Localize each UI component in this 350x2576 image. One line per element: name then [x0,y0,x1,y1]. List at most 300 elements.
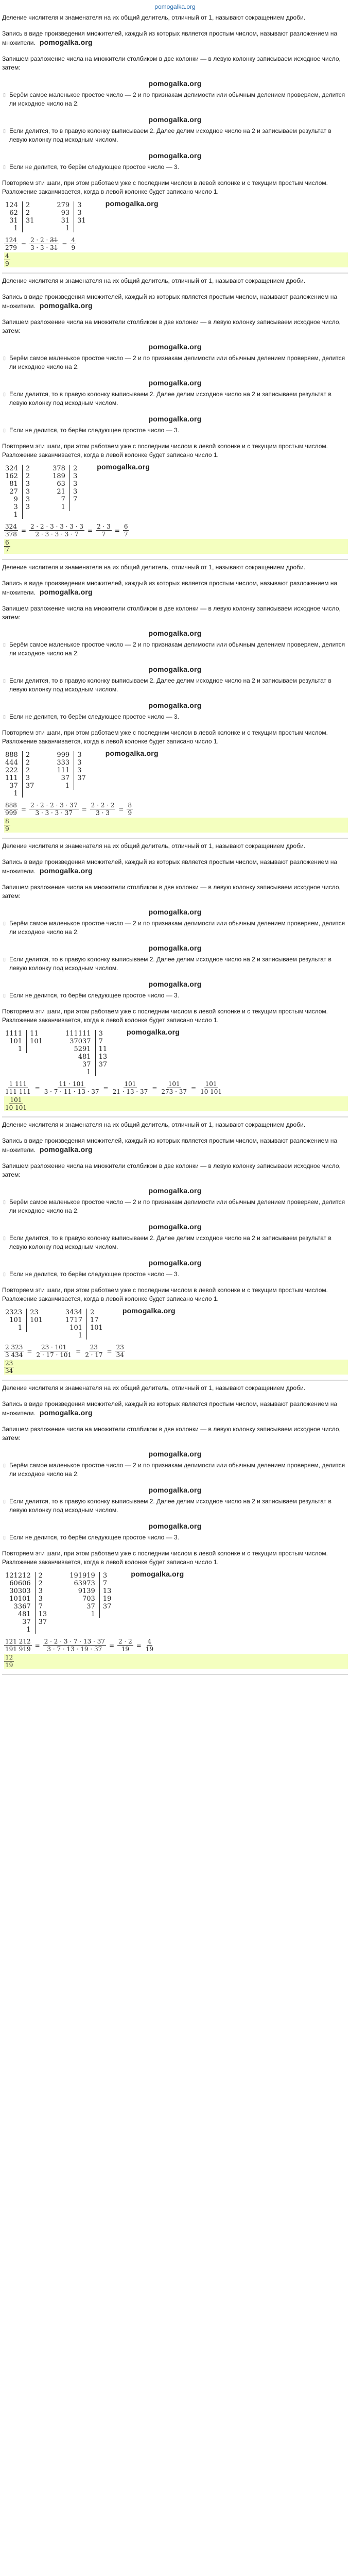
factor-divisor: 3 [73,480,78,488]
factor-table [69,1572,111,1618]
factor-number: 63 [57,480,65,488]
factor-divisor: 101 [30,1316,43,1324]
factor-divisor: 37 [77,774,86,782]
factor-divisor: 3 [102,1572,108,1580]
factor-text: Запись в виде произведения множителей, каждый из которых является простым числом, называют разложением на множители. pomogalka.org [2,1400,338,1417]
watermark: pomogalka.org [148,1522,202,1530]
watermark: pomogalka.org [148,701,202,709]
denominator: 9 [128,809,132,817]
denominator: 3 · 3 · 3̶1̶ [30,244,58,251]
content [0,13,350,1675]
factor-number: 37 [82,1061,91,1069]
fraction-reduction [4,802,348,817]
factor-divisors [22,751,34,798]
intro-text: Деление числителя и знаменателя на их общий делитель, отличный от 1, называют сокращением дроби. [2,277,306,284]
factor-divisor: 2 [73,465,78,472]
step-2: ▯ Если делится, то в правую колонку выписываем 2. Далее делим исходное число на 2 и записываем результат в левую колонку под исходным числом. [2,955,348,973]
equals-sign: = [27,1347,32,1355]
numerator: 4 [147,1638,152,1645]
denominator: 19 [5,1662,13,1669]
denominator: 34 [116,1351,124,1359]
factor-text: Запись в виде произведения множителей, каждый из которых является простым числом, называют разложением на множители. pomogalka.org [2,293,338,310]
equals-sign: = [136,1641,142,1649]
factor-number: 1 [65,782,70,790]
steps-text: Запишем разложение числа на множители столбиком в две колонки — в левую колонку записываем исходное число, затем: [2,884,341,900]
watermark: pomogalka.org [131,1570,184,1578]
watermark: pomogalka.org [39,867,93,875]
watermark: pomogalka.org [105,749,159,757]
fraction [4,802,18,817]
watermark: pomogalka.org [105,199,159,208]
factor-numbers [5,751,22,798]
numerator: 23 · 101 [41,1344,67,1351]
factor-table [65,1309,103,1340]
factor-divisor: 23 [30,1309,39,1316]
factor-table [65,1030,107,1076]
factor-divisors [86,1309,103,1340]
factor-numbers [69,1572,99,1618]
watermark: pomogalka.org [97,463,150,471]
fraction-reduction [4,523,348,538]
fraction [4,818,10,833]
denominator: 10 101 [200,1088,222,1095]
factor-divisor: 101 [90,1324,103,1332]
step-3: ▯ Если не делится, то берём следующее простое число — 3. [2,1270,348,1279]
factor-table [5,751,34,798]
numerator: 4 [71,236,76,244]
fraction [4,1080,32,1095]
steps-text: Запишем разложение числа на множители столбиком в две колонки — в левую колонку записываем исходное число, затем: [2,1426,341,1442]
denominator: 10 101 [5,1104,27,1111]
denominator: 2 · 3 · 3 · 3 · 7 [35,531,79,538]
watermark: pomogalka.org [148,79,202,88]
fraction [4,1096,28,1111]
factor-divisor: 37 [102,1603,112,1611]
equals-sign: = [21,240,26,248]
step-3: ▯ Если не делится, то берём следующее простое число — 3. [2,163,348,172]
factor-number: 191919 [69,1572,95,1580]
repeat-text: Повторяем эти шаги, при этом работаем уже с последним числом в левой колонке и с текущим простым числом. Разложение заканчивается, когда в левой колонке будет записано число 1. [2,729,328,745]
factor-divisor: 2 [25,465,30,472]
factor-divisor: 3 [25,488,30,496]
factor-number: 101 [69,1324,83,1332]
factor-number: 124 [5,201,18,209]
intro-text: Деление числителя и знаменателя на их общий делитель, отличный от 1, называют сокращением дроби. [2,564,306,571]
factor-number: 7 [61,496,65,503]
watermark: pomogalka.org [148,1486,202,1494]
factor-table [57,201,85,232]
denominator: 9 [5,260,9,267]
denominator: 2 · 17 [85,1351,103,1359]
fraction [4,1654,14,1669]
numerator: 101 [124,1080,136,1088]
factor-numbers [65,1309,86,1340]
factor-number: 1717 [65,1316,83,1324]
factor-text: Запись в виде произведения множителей, каждый из которых является простым числом, называют разложением на множители. pomogalka.org [2,580,338,596]
factor-divisor: 37 [38,1618,47,1626]
factor-divisor: 2 [38,1572,43,1580]
repeat-text: Повторяем эти шаги, при этом работаем уже с последним числом в левой колонке и с текущим простым числом. Разложение заканчивается, когда в левой колонке будет записано число 1. [2,443,328,459]
denominator: 9 [5,825,9,833]
solution-4 [2,842,348,1117]
factor-tables [2,1570,348,1636]
factor-text: Запись в виде произведения множителей, каждый из которых является простым числом, называют разложением на множители. pomogalka.org [2,858,338,875]
factor-number: 1 [13,225,18,232]
factor-divisor: 11 [30,1030,39,1038]
watermark: pomogalka.org [148,415,202,423]
factor-tables [2,463,348,521]
equals-sign: = [21,527,26,534]
factor-divisor: 19 [102,1595,112,1603]
factor-number: 1111 [5,1030,23,1038]
fraction [35,1344,73,1359]
steps-text: Запишем разложение числа на множители столбиком в две колонки — в левую колонку записываем исходное число, затем: [2,605,341,621]
factor-divisor: 3 [38,1587,43,1595]
watermark: pomogalka.org [122,1307,176,1315]
factor-divisor: 3 [77,767,82,774]
factor-number: 703 [82,1595,95,1603]
intro-text: Деление числителя и знаменателя на их общий делитель, отличный от 1, называют сокращением дроби. [2,14,306,21]
factor-divisor: 13 [98,1053,108,1061]
factor-divisor: 3 [77,751,82,759]
factor-number: 1 [26,1626,31,1634]
fraction [90,802,116,817]
factor-number: 21 [57,488,65,496]
fraction [112,1080,149,1095]
factor-number: 3434 [65,1309,83,1316]
watermark: pomogalka.org [148,908,202,916]
factor-divisor: 3 [25,774,30,782]
numerator: 11 · 101 [59,1080,84,1088]
step-2: ▯ Если делится, то в правую колонку выписываем 2. Далее делим исходное число на 2 и записываем результат в левую колонку под исходным числом. [2,1497,348,1515]
factor-number: 9139 [78,1587,95,1595]
watermark: pomogalka.org [39,588,93,596]
factor-divisor: 3 [73,472,78,480]
numerator: 2 · 3 [97,523,111,530]
watermark: pomogalka.org [148,944,202,952]
numerator: 2 · 2 · 3 · 3 · 3 · 3 [30,523,83,530]
fraction [43,1080,100,1095]
factor-divisor: 17 [90,1316,99,1324]
step-1: ▯ Берём самое маленькое простое число — 2 и по признакам делимости или обычным делением проверяем, делится ли исходное число на 2. [2,919,348,937]
step-3: ▯ Если не делится, то берём следующее простое число — 3. [2,713,348,721]
denominator: 279 [5,244,17,251]
repeat-text: Повторяем эти шаги, при этом работаем уже с последним числом в левой колонке и с текущим простым числом. Разложение заканчивается, когда в левой колонке будет записано число 1. [2,1550,328,1566]
factor-table [5,1309,43,1332]
equals-sign: = [114,527,120,534]
fraction-reduction [4,1344,348,1359]
watermark: pomogalka.org [148,1223,202,1231]
fraction-reduction [4,1080,348,1095]
site-link[interactable]: pomogalka.org [154,3,196,10]
step-2: ▯ Если делится, то в правую колонку выписываем 2. Далее делим исходное число на 2 и записываем результат в левую колонку под исходным числом. [2,390,348,408]
factor-divisor: 3 [25,496,30,503]
factor-divisor: 2 [90,1309,95,1316]
factor-divisor: 13 [38,1611,47,1618]
factor-number: 1 [86,1069,91,1076]
factor-table [57,751,85,790]
fraction [123,523,129,538]
factor-number: 27 [9,488,18,496]
numerator: 888 [5,802,17,809]
watermark: pomogalka.org [148,1187,202,1195]
answer [4,1654,348,1669]
denominator: 191 919 [5,1646,31,1653]
fraction [29,236,59,251]
steps-text: Запишем разложение числа на множители столбиком в две колонки — в левую колонку записываем исходное число, затем: [2,55,341,71]
fraction [115,1344,125,1359]
step-3: ▯ Если не делится, то берём следующее простое число — 3. [2,426,348,435]
step-2: ▯ Если делится, то в правую колонку выписываем 2. Далее делим исходное число на 2 и записываем результат в левую колонку под исходным числом. [2,1234,348,1251]
factor-numbers [5,465,22,519]
step-3: ▯ Если не делится, то берём следующее простое число — 3. [2,1533,348,1542]
solution-6 [2,1384,348,1675]
factor-tables [2,1028,348,1078]
denominator: 34 [5,1367,13,1375]
factor-number: 101 [9,1316,23,1324]
factor-divisor: 37 [25,782,34,790]
fraction [29,523,84,538]
factor-number: 333 [57,759,70,767]
factor-numbers [57,751,74,790]
equals-sign: = [152,1084,157,1092]
factor-number: 101 [9,1038,23,1045]
factor-divisor: 3 [38,1595,43,1603]
factor-number: 481 [78,1053,91,1061]
equals-sign: = [109,1641,115,1649]
numerator: 12 [5,1654,13,1661]
step-1: ▯ Берём самое маленькое простое число — 2 и по признакам делимости или обычным делением проверяем, делится ли исходное число на 2. [2,354,348,371]
factor-divisor: 2 [38,1580,43,1587]
equals-sign: = [81,805,87,813]
factor-number: 37 [9,782,18,790]
repeat-text: Повторяем эти шаги, при этом работаем уже с последним числом в левой колонке и с текущим простым числом. Разложение заканчивается, когда в левой колонке будет записано число 1. [2,1286,328,1302]
factor-divisor: 3 [98,1030,103,1038]
factor-number: 378 [52,465,65,472]
factor-table [52,465,77,511]
factor-divisor: 3 [77,201,82,209]
factor-text: Запись в виде произведения множителей, каждый из которых является простым числом, называют разложением на множители. pomogalka.org [2,1137,338,1154]
watermark: pomogalka.org [148,343,202,351]
factor-number: 2323 [5,1309,23,1316]
denominator: 7 [101,531,106,538]
factor-number: 121212 [5,1572,31,1580]
fraction-reduction [4,236,348,251]
factor-number: 111111 [65,1030,91,1038]
factor-tables [2,749,348,800]
numerator: 1 111 [9,1080,27,1088]
factor-number: 279 [57,201,70,209]
factor-text: Запись в виде произведения множителей, каждый из которых является простым числом, называют разложением на множители. pomogalka.org [2,30,338,46]
numerator: 23 [5,1360,13,1367]
watermark: pomogalka.org [148,665,202,673]
watermark: pomogalka.org [148,115,202,124]
factor-numbers [5,1030,26,1053]
factor-number: 888 [5,751,18,759]
factor-divisor: 7 [102,1580,108,1587]
numerator: 324 [5,523,17,530]
answer [4,818,348,833]
step-2: ▯ Если делится, то в правую колонку выписываем 2. Далее делим исходное число на 2 и записываем результат в левую колонку под исходным числом. [2,127,348,144]
intro-text: Деление числителя и знаменателя на их общий делитель, отличный от 1, называют сокращением дроби. [2,1384,306,1392]
step-2: ▯ Если делится, то в правую колонку выписываем 2. Далее делим исходное число на 2 и записываем результат в левую колонку под исходным числом. [2,676,348,694]
numerator: 2 323 [5,1344,23,1351]
step-1: ▯ Берём самое маленькое простое число — 2 и по признакам делимости или обычным делением проверяем, делится ли исходное число на 2. [2,640,348,658]
factor-number: 37 [86,1603,95,1611]
factor-divisor: 11 [98,1045,108,1053]
factor-divisor: 37 [98,1061,108,1069]
denominator: 3 · 7 · 13 · 19 · 37 [47,1646,102,1653]
denominator: 999 [5,809,17,817]
factor-divisor: 31 [25,217,34,225]
denominator: 3 · 3 · 3 · 37 [35,809,73,817]
factor-divisors [74,751,86,790]
equals-sign: = [21,805,26,813]
fraction [29,802,79,817]
numerator: 8 [5,818,9,825]
factor-number: 60606 [9,1580,31,1587]
factor-number: 1 [18,1045,23,1053]
watermark: pomogalka.org [148,1259,202,1267]
step-1: ▯ Берём самое маленькое простое число — 2 и по признакам делимости или обычным делением проверяем, делится ли исходное число на 2. [2,91,348,108]
steps-text: Запишем разложение числа на множители столбиком в две колонки — в левую колонку записываем исходное число, затем: [2,1162,341,1178]
factor-number: 162 [5,472,18,480]
fraction [160,1080,188,1095]
solution-2 [2,277,348,560]
factor-divisor: 2 [25,472,30,480]
answer [4,252,348,267]
factor-tables [2,1307,348,1342]
factor-numbers [5,1309,26,1332]
fraction [4,539,10,554]
factor-table [5,1030,43,1053]
denominator: 19 [121,1646,130,1653]
fraction [4,252,10,267]
factor-divisor: 3 [25,503,30,511]
fraction [199,1080,223,1095]
equals-sign: = [107,1347,112,1355]
factor-number: 1 [65,225,70,232]
denominator: 7 [124,531,128,538]
factor-number: 37037 [69,1038,91,1045]
denominator: 9 [71,244,76,251]
numerator: 101 [10,1096,22,1104]
watermark: pomogalka.org [148,980,202,988]
fraction [127,802,133,817]
factor-divisor: 3 [73,488,78,496]
factor-number: 189 [52,472,65,480]
factor-number: 81 [9,480,18,488]
numerator: 8 [128,802,132,809]
factor-number: 3367 [13,1603,31,1611]
factor-number: 1 [13,790,18,798]
factor-number: 10101 [9,1595,31,1603]
fraction [4,1638,32,1653]
factor-number: 111 [57,767,70,774]
factor-divisor: 31 [77,217,86,225]
factor-divisor: 3 [25,480,30,488]
steps-text: Запишем разложение числа на множители столбиком в две колонки — в левую колонку записываем исходное число, затем: [2,318,341,334]
intro-text: Деление числителя и знаменателя на их общий делитель, отличный от 1, называют сокращением дроби. [2,842,306,850]
factor-table [5,201,34,232]
numerator: 101 [205,1080,217,1088]
fraction-reduction [4,1638,348,1653]
step-1: ▯ Берём самое маленькое простое число — 2 и по признакам делимости или обычным делением проверяем, делится ли исходное число на 2. [2,1461,348,1479]
factor-number: 1 [91,1611,95,1618]
repeat-text: Повторяем эти шаги, при этом работаем уже с последним числом в левой колонке и с текущим простым числом. Разложение заканчивается, когда в левой колонке будет записано число 1. [2,1008,328,1024]
fraction [84,1344,103,1359]
fraction [4,1360,14,1375]
fraction [70,236,76,251]
factor-numbers [65,1030,95,1076]
watermark: pomogalka.org [148,379,202,387]
factor-number: 222 [5,767,18,774]
equals-sign: = [191,1084,197,1092]
fraction [117,1638,133,1653]
numerator: 23 [116,1344,124,1351]
numerator: 121 212 [5,1638,31,1645]
solution-1 [2,13,348,274]
denominator: 3 434 [5,1351,23,1359]
watermark: pomogalka.org [148,151,202,160]
factor-table [5,465,30,519]
numerator: 2 · 2 · 3 · 7 · 13 · 37 [44,1638,105,1645]
numerator: 101 [168,1080,180,1088]
watermark: pomogalka.org [148,629,202,637]
factor-number: 93 [61,209,70,217]
step-1: ▯ Берём самое маленькое простое число — 2 и по признакам делимости или обычным делением проверяем, делится ли исходное число на 2. [2,1198,348,1215]
equals-sign: = [87,527,93,534]
equals-sign: = [76,1347,81,1355]
factor-number: 481 [18,1611,31,1618]
answer [4,539,348,554]
step-3: ▯ Если не делится, то берём следующее простое число — 3. [2,991,348,1000]
numerator: 23 [90,1344,98,1351]
factor-divisors [95,1030,108,1076]
numerator: 6 [5,539,9,546]
watermark: pomogalka.org [39,1145,93,1154]
numerator: 2 · 2 · 3̶1̶ [30,236,58,244]
factor-number: 37 [22,1618,31,1626]
factor-divisors [69,465,77,511]
numerator: 2 · 2 · 2 [91,802,115,809]
factor-number: 37 [61,774,70,782]
factor-tables [2,199,348,234]
watermark: pomogalka.org [39,38,93,46]
denominator: 111 111 [5,1088,31,1095]
answer [4,1096,348,1111]
denominator: 378 [5,531,17,538]
answer [4,1360,348,1375]
factor-number: 3 [13,503,18,511]
factor-number: 111 [5,774,18,782]
factor-divisor: 7 [98,1038,103,1045]
factor-divisor: 2 [25,751,30,759]
factor-divisor: 3 [77,209,82,217]
factor-divisor: 3 [77,759,82,767]
factor-divisors [35,1572,47,1634]
numerator: 2 · 2 · 2 · 3 · 37 [30,802,78,809]
factor-number: 1 [61,503,65,511]
factor-number: 9 [13,496,18,503]
denominator: 3 · 7 · 11 · 13 · 37 [44,1088,99,1095]
factor-divisor: 2 [25,209,30,217]
factor-divisor: 2 [25,201,30,209]
factor-divisors [22,201,34,232]
denominator: 21 · 13 · 37 [112,1088,148,1095]
equals-sign: = [34,1084,40,1092]
solution-5 [2,1121,348,1381]
